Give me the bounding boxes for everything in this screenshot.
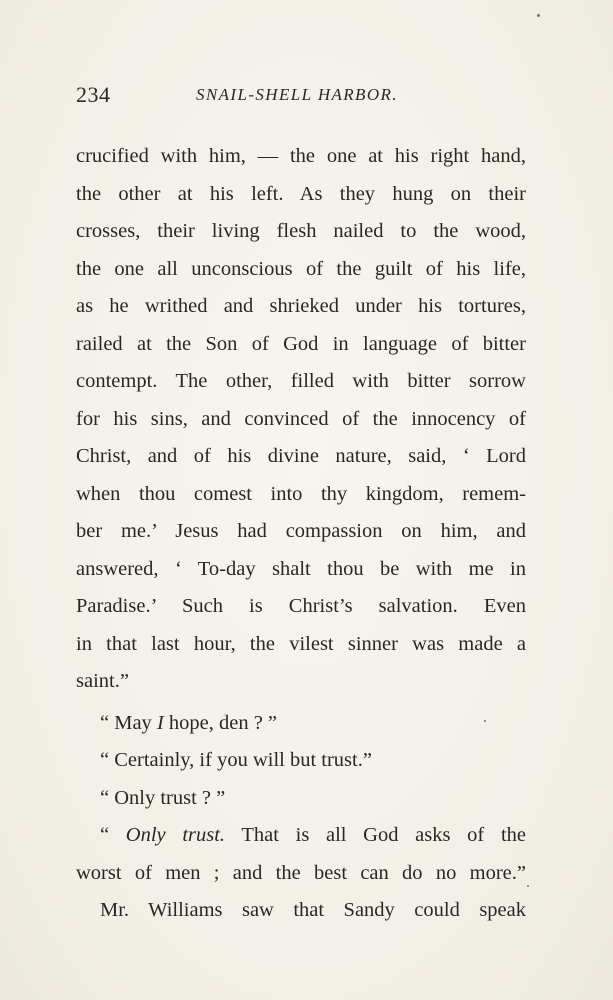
body-text xyxy=(76,138,526,930)
text-line: the other at his left. As they hung on their xyxy=(76,182,526,205)
dialogue-line: “ Certainly, if you will but trust.” xyxy=(100,749,372,771)
dialogue-line xyxy=(76,817,526,855)
text-line: Christ, and of his divine nature, said, ‘ Lord xyxy=(76,445,526,467)
text-line: as he writhed and shrieked under his tortures, xyxy=(76,295,526,317)
page-number: 234 xyxy=(76,82,111,107)
text-line: in that last hour, the vilest sinner was made a xyxy=(76,632,526,655)
paper-speck xyxy=(537,14,540,17)
text-line: railed at the Son of God in language of bitter xyxy=(76,332,526,355)
text-line: worst of men ; and the best can do no more.” xyxy=(76,861,526,884)
dialogue-text: hope, den ? ” xyxy=(163,711,278,734)
text-line: when thou comest into thy kingdom, remem- xyxy=(76,482,526,505)
paper-speck xyxy=(484,720,486,722)
text-line: saint.” xyxy=(76,670,129,692)
page-header xyxy=(76,82,526,112)
text-line: Paradise.’ Such is Christ’s salvation. Even xyxy=(76,595,526,617)
emphasis-text: I xyxy=(156,711,164,734)
running-title: SNAIL-SHELL HARBOR. xyxy=(196,85,398,104)
text-line: contempt. The other, filled with bitter sorrow xyxy=(76,370,526,392)
text-line: ber me.’ Jesus had compassion on him, and xyxy=(76,520,526,542)
text-line: crucified with him, — the one at his right hand, xyxy=(76,145,526,167)
emphasis-text: Only trust. xyxy=(125,824,226,846)
dialogue-text: “ May xyxy=(100,711,157,734)
text-line: for his sins, and convinced of the innocency of xyxy=(76,407,526,430)
dialogue-line xyxy=(76,705,526,743)
dialogue-text: That is all God asks of the xyxy=(225,824,526,846)
dialogue-text: “ xyxy=(100,824,126,846)
text-line: the one all unconscious of the guilt of his life, xyxy=(76,257,526,280)
paragraph xyxy=(76,138,526,701)
text-line: answered, ‘ To-day shalt thou be with me in xyxy=(76,557,526,580)
text-line: Mr. Williams saw that Sandy could speak xyxy=(100,899,526,921)
text-line: crosses, their living flesh nailed to the wood, xyxy=(76,220,526,242)
paper-speck xyxy=(527,885,529,887)
dialogue-line: “ Only trust ? ” xyxy=(100,786,226,809)
